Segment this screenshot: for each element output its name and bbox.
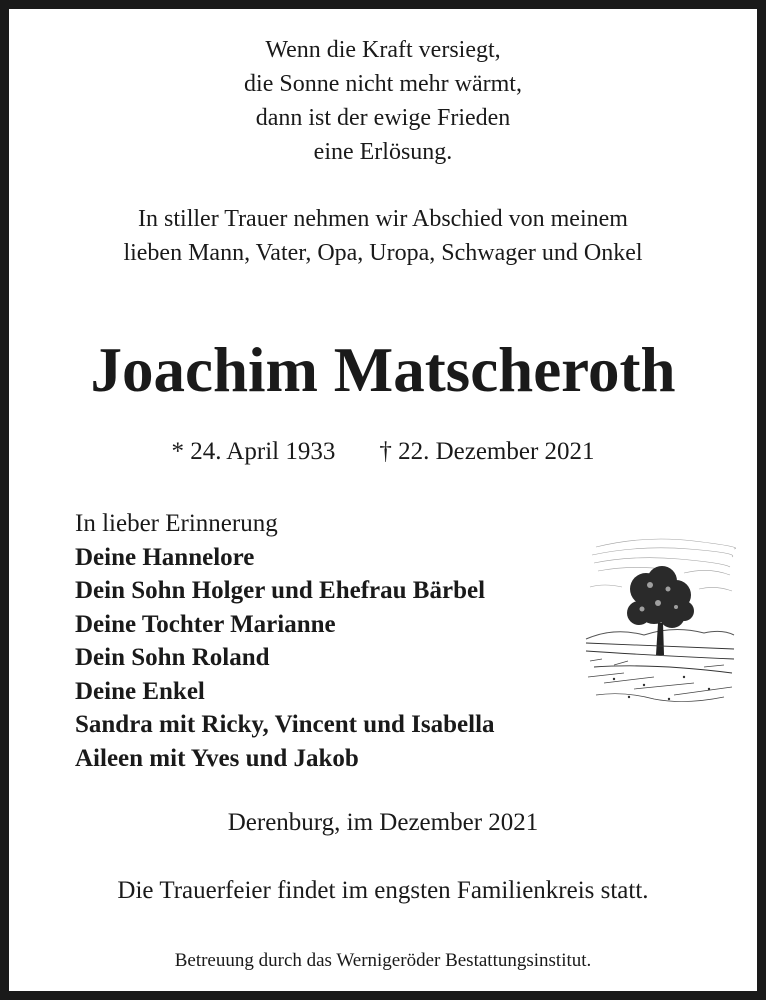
death-date: † 22. Dezember 2021 bbox=[379, 438, 595, 465]
poem-line: dann ist der ewige Frieden bbox=[255, 105, 511, 131]
mourner-name: Deine Tochter Marianne bbox=[75, 610, 336, 638]
funeral-note: Die Trauerfeier findet im engsten Familienkreis statt. bbox=[117, 877, 649, 904]
poem-line: die Sonne nicht mehr wärmt, bbox=[244, 71, 522, 97]
mourner-name: Aileen mit Yves und Jakob bbox=[75, 744, 359, 772]
mourner-name: Sandra mit Ricky, Vincent und Isabella bbox=[75, 711, 495, 738]
mourners-heading: In lieber Erinnerung bbox=[75, 510, 278, 537]
mourners-list bbox=[75, 507, 595, 775]
birth-date: * 24. April 1933 bbox=[171, 438, 336, 465]
tree-landscape-icon bbox=[584, 527, 736, 707]
poem-line: eine Erlösung. bbox=[313, 139, 453, 165]
life-dates bbox=[9, 436, 757, 468]
intro-line: lieben Mann, Vater, Opa, Uropa, Schwager und Onkel bbox=[123, 240, 643, 266]
deceased-name: Joachim Matscheroth bbox=[90, 335, 676, 405]
intro-line: In stiller Trauer nehmen wir Abschied von meinem bbox=[138, 206, 628, 232]
place-date: Derenburg, im Dezember 2021 bbox=[227, 809, 539, 836]
undertaker-note: Betreuung durch das Wernigeröder Bestattungsinstitut. bbox=[174, 950, 592, 971]
mourner-name: Deine Enkel bbox=[75, 677, 205, 705]
mourner-name: Deine Hannelore bbox=[75, 543, 255, 571]
poem-line: Wenn die Kraft versiegt, bbox=[265, 37, 501, 63]
mourner-name: Dein Sohn Roland bbox=[75, 644, 270, 671]
mourner-name: Dein Sohn Holger und Ehefrau Bärbel bbox=[75, 577, 486, 604]
